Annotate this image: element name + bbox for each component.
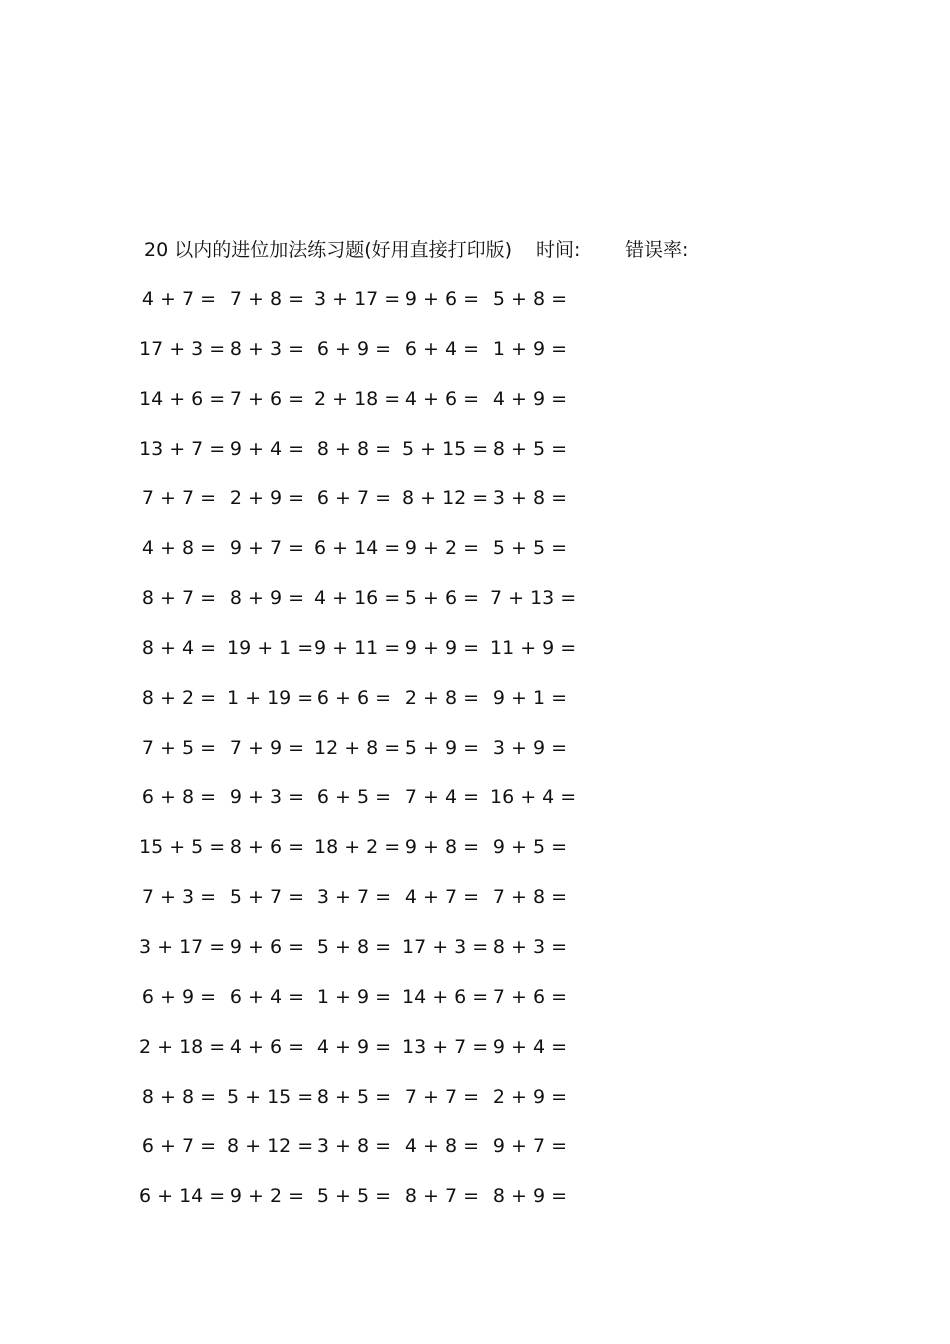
problem-item: 7 + 8 = — [492, 886, 568, 909]
problem-item: 2 + 8 = — [404, 686, 480, 709]
time-label: 时间: — [536, 239, 581, 261]
problem-item: 18 + 2 = — [314, 836, 401, 859]
problem-item: 6 + 5 = — [316, 786, 392, 809]
problem-row — [139, 435, 604, 485]
problem-grid — [139, 285, 604, 1232]
problem-item: 2 + 18 = — [314, 387, 401, 410]
problem-item: 6 + 14 = — [314, 537, 401, 560]
problem-row — [139, 933, 604, 983]
problem-item: 8 + 2 = — [141, 686, 217, 709]
problem-item: 7 + 3 = — [141, 886, 217, 909]
problem-item: 8 + 5 = — [316, 1085, 392, 1108]
problem-item: 5 + 8 = — [492, 288, 568, 310]
problem-item: 5 + 15 = — [402, 437, 489, 460]
problem-item: 5 + 8 = — [316, 935, 392, 958]
problem-item: 6 + 14 = — [139, 1185, 226, 1208]
problem-item: 4 + 9 = — [316, 1035, 392, 1058]
problem-item: 14 + 6 = — [139, 387, 226, 410]
problem-item: 4 + 7 = — [141, 288, 217, 310]
problem-item: 2 + 9 = — [492, 1085, 568, 1108]
problem-item: 6 + 8 = — [141, 786, 217, 809]
problem-item: 1 + 9 = — [492, 337, 568, 360]
problem-item: 15 + 5 = — [139, 836, 226, 859]
problem-item: 13 + 7 = — [139, 437, 226, 460]
problem-item: 9 + 7 = — [492, 1135, 568, 1158]
problem-item: 3 + 8 = — [492, 487, 568, 510]
problem-item: 19 + 1 = — [227, 636, 314, 659]
problem-row — [139, 385, 604, 435]
problem-row — [139, 1033, 604, 1083]
problem-item: 8 + 8 = — [141, 1085, 217, 1108]
problem-row — [141, 684, 604, 734]
problem-item: 8 + 7 = — [404, 1185, 480, 1208]
problem-row — [141, 734, 604, 784]
problem-item: 9 + 4 = — [229, 437, 305, 460]
problem-item: 1 + 19 = — [227, 686, 314, 709]
problem-item: 9 + 7 = — [229, 537, 305, 560]
problem-row — [141, 1083, 604, 1133]
problem-item: 4 + 8 = — [141, 537, 217, 560]
problem-item: 6 + 7 = — [141, 1135, 217, 1158]
problem-item: 8 + 9 = — [229, 587, 305, 610]
problem-item: 9 + 8 = — [404, 836, 480, 859]
problem-item: 6 + 4 = — [404, 337, 480, 360]
problem-item: 8 + 6 = — [229, 836, 305, 859]
problem-row — [141, 883, 604, 933]
problem-row — [141, 285, 604, 335]
problem-item: 9 + 2 = — [404, 537, 480, 560]
problem-item: 6 + 7 = — [316, 487, 392, 510]
problem-item: 9 + 1 = — [492, 686, 568, 709]
problem-item: 7 + 5 = — [141, 736, 217, 759]
problem-row — [141, 484, 604, 534]
problem-item: 4 + 6 = — [229, 1035, 305, 1058]
problem-item: 4 + 6 = — [404, 387, 480, 410]
problem-item: 3 + 17 = — [139, 935, 226, 958]
problem-item: 7 + 6 = — [229, 387, 305, 410]
problem-item: 5 + 6 = — [404, 587, 480, 610]
problem-item: 17 + 3 = — [402, 935, 489, 958]
problem-row — [141, 983, 604, 1033]
worksheet-header — [144, 236, 844, 264]
problem-item: 7 + 13 = — [490, 587, 577, 610]
problem-item: 6 + 9 = — [141, 985, 217, 1008]
problem-item: 2 + 18 = — [139, 1035, 226, 1058]
problem-item: 11 + 9 = — [490, 636, 577, 659]
problem-item: 9 + 6 = — [229, 935, 305, 958]
worksheet-title: 20 以内的进位加法练习题(好用直接打印版) — [144, 239, 513, 261]
problem-item: 5 + 15 = — [227, 1085, 314, 1108]
problem-row — [139, 1182, 604, 1232]
problem-row — [141, 634, 604, 684]
problem-row — [141, 534, 604, 584]
problem-row — [141, 783, 604, 833]
problem-item: 14 + 6 = — [402, 985, 489, 1008]
problem-item: 1 + 9 = — [316, 985, 392, 1008]
problem-item: 7 + 4 = — [404, 786, 480, 809]
problem-item: 5 + 5 = — [316, 1185, 392, 1208]
problem-item: 4 + 16 = — [314, 587, 401, 610]
problem-item: 8 + 12 = — [227, 1135, 314, 1158]
problem-row — [139, 833, 604, 883]
problem-item: 9 + 2 = — [229, 1185, 305, 1208]
problem-item: 4 + 8 = — [404, 1135, 480, 1158]
problem-row — [141, 1132, 604, 1182]
problem-item: 7 + 9 = — [229, 736, 305, 759]
problem-item: 8 + 4 = — [141, 636, 217, 659]
problem-item: 8 + 12 = — [402, 487, 489, 510]
problem-item: 3 + 7 = — [316, 886, 392, 909]
problem-item: 7 + 8 = — [229, 288, 305, 310]
problem-item: 7 + 7 = — [141, 487, 217, 510]
problem-item: 8 + 3 = — [229, 337, 305, 360]
problem-item: 17 + 3 = — [139, 337, 226, 360]
problem-item: 8 + 3 = — [492, 935, 568, 958]
problem-item: 9 + 11 = — [314, 636, 401, 659]
problem-item: 6 + 4 = — [229, 985, 305, 1008]
problem-item: 5 + 9 = — [404, 736, 480, 759]
problem-item: 8 + 9 = — [492, 1185, 568, 1208]
problem-item: 5 + 7 = — [229, 886, 305, 909]
problem-item: 9 + 3 = — [229, 786, 305, 809]
problem-row — [141, 584, 604, 634]
problem-item: 7 + 7 = — [404, 1085, 480, 1108]
problem-item: 6 + 9 = — [316, 337, 392, 360]
problem-item: 5 + 5 = — [492, 537, 568, 560]
problem-item: 9 + 6 = — [404, 288, 480, 310]
problem-item: 3 + 17 = — [314, 288, 401, 310]
problem-item: 9 + 5 = — [492, 836, 568, 859]
problem-item: 8 + 7 = — [141, 587, 217, 610]
problem-item: 9 + 4 = — [492, 1035, 568, 1058]
problem-item: 3 + 8 = — [316, 1135, 392, 1158]
error-rate-label: 错误率: — [625, 239, 689, 261]
problem-item: 7 + 6 = — [492, 985, 568, 1008]
problem-item: 16 + 4 = — [490, 786, 577, 809]
problem-row — [139, 335, 604, 385]
problem-item: 4 + 7 = — [404, 886, 480, 909]
problem-item: 8 + 8 = — [316, 437, 392, 460]
problem-item: 12 + 8 = — [314, 736, 401, 759]
problem-item: 4 + 9 = — [492, 387, 568, 410]
problem-item: 3 + 9 = — [492, 736, 568, 759]
problem-item: 2 + 9 = — [229, 487, 305, 510]
problem-item: 13 + 7 = — [402, 1035, 489, 1058]
problem-item: 9 + 9 = — [404, 636, 480, 659]
problem-item: 8 + 5 = — [492, 437, 568, 460]
problem-item: 6 + 6 = — [316, 686, 392, 709]
